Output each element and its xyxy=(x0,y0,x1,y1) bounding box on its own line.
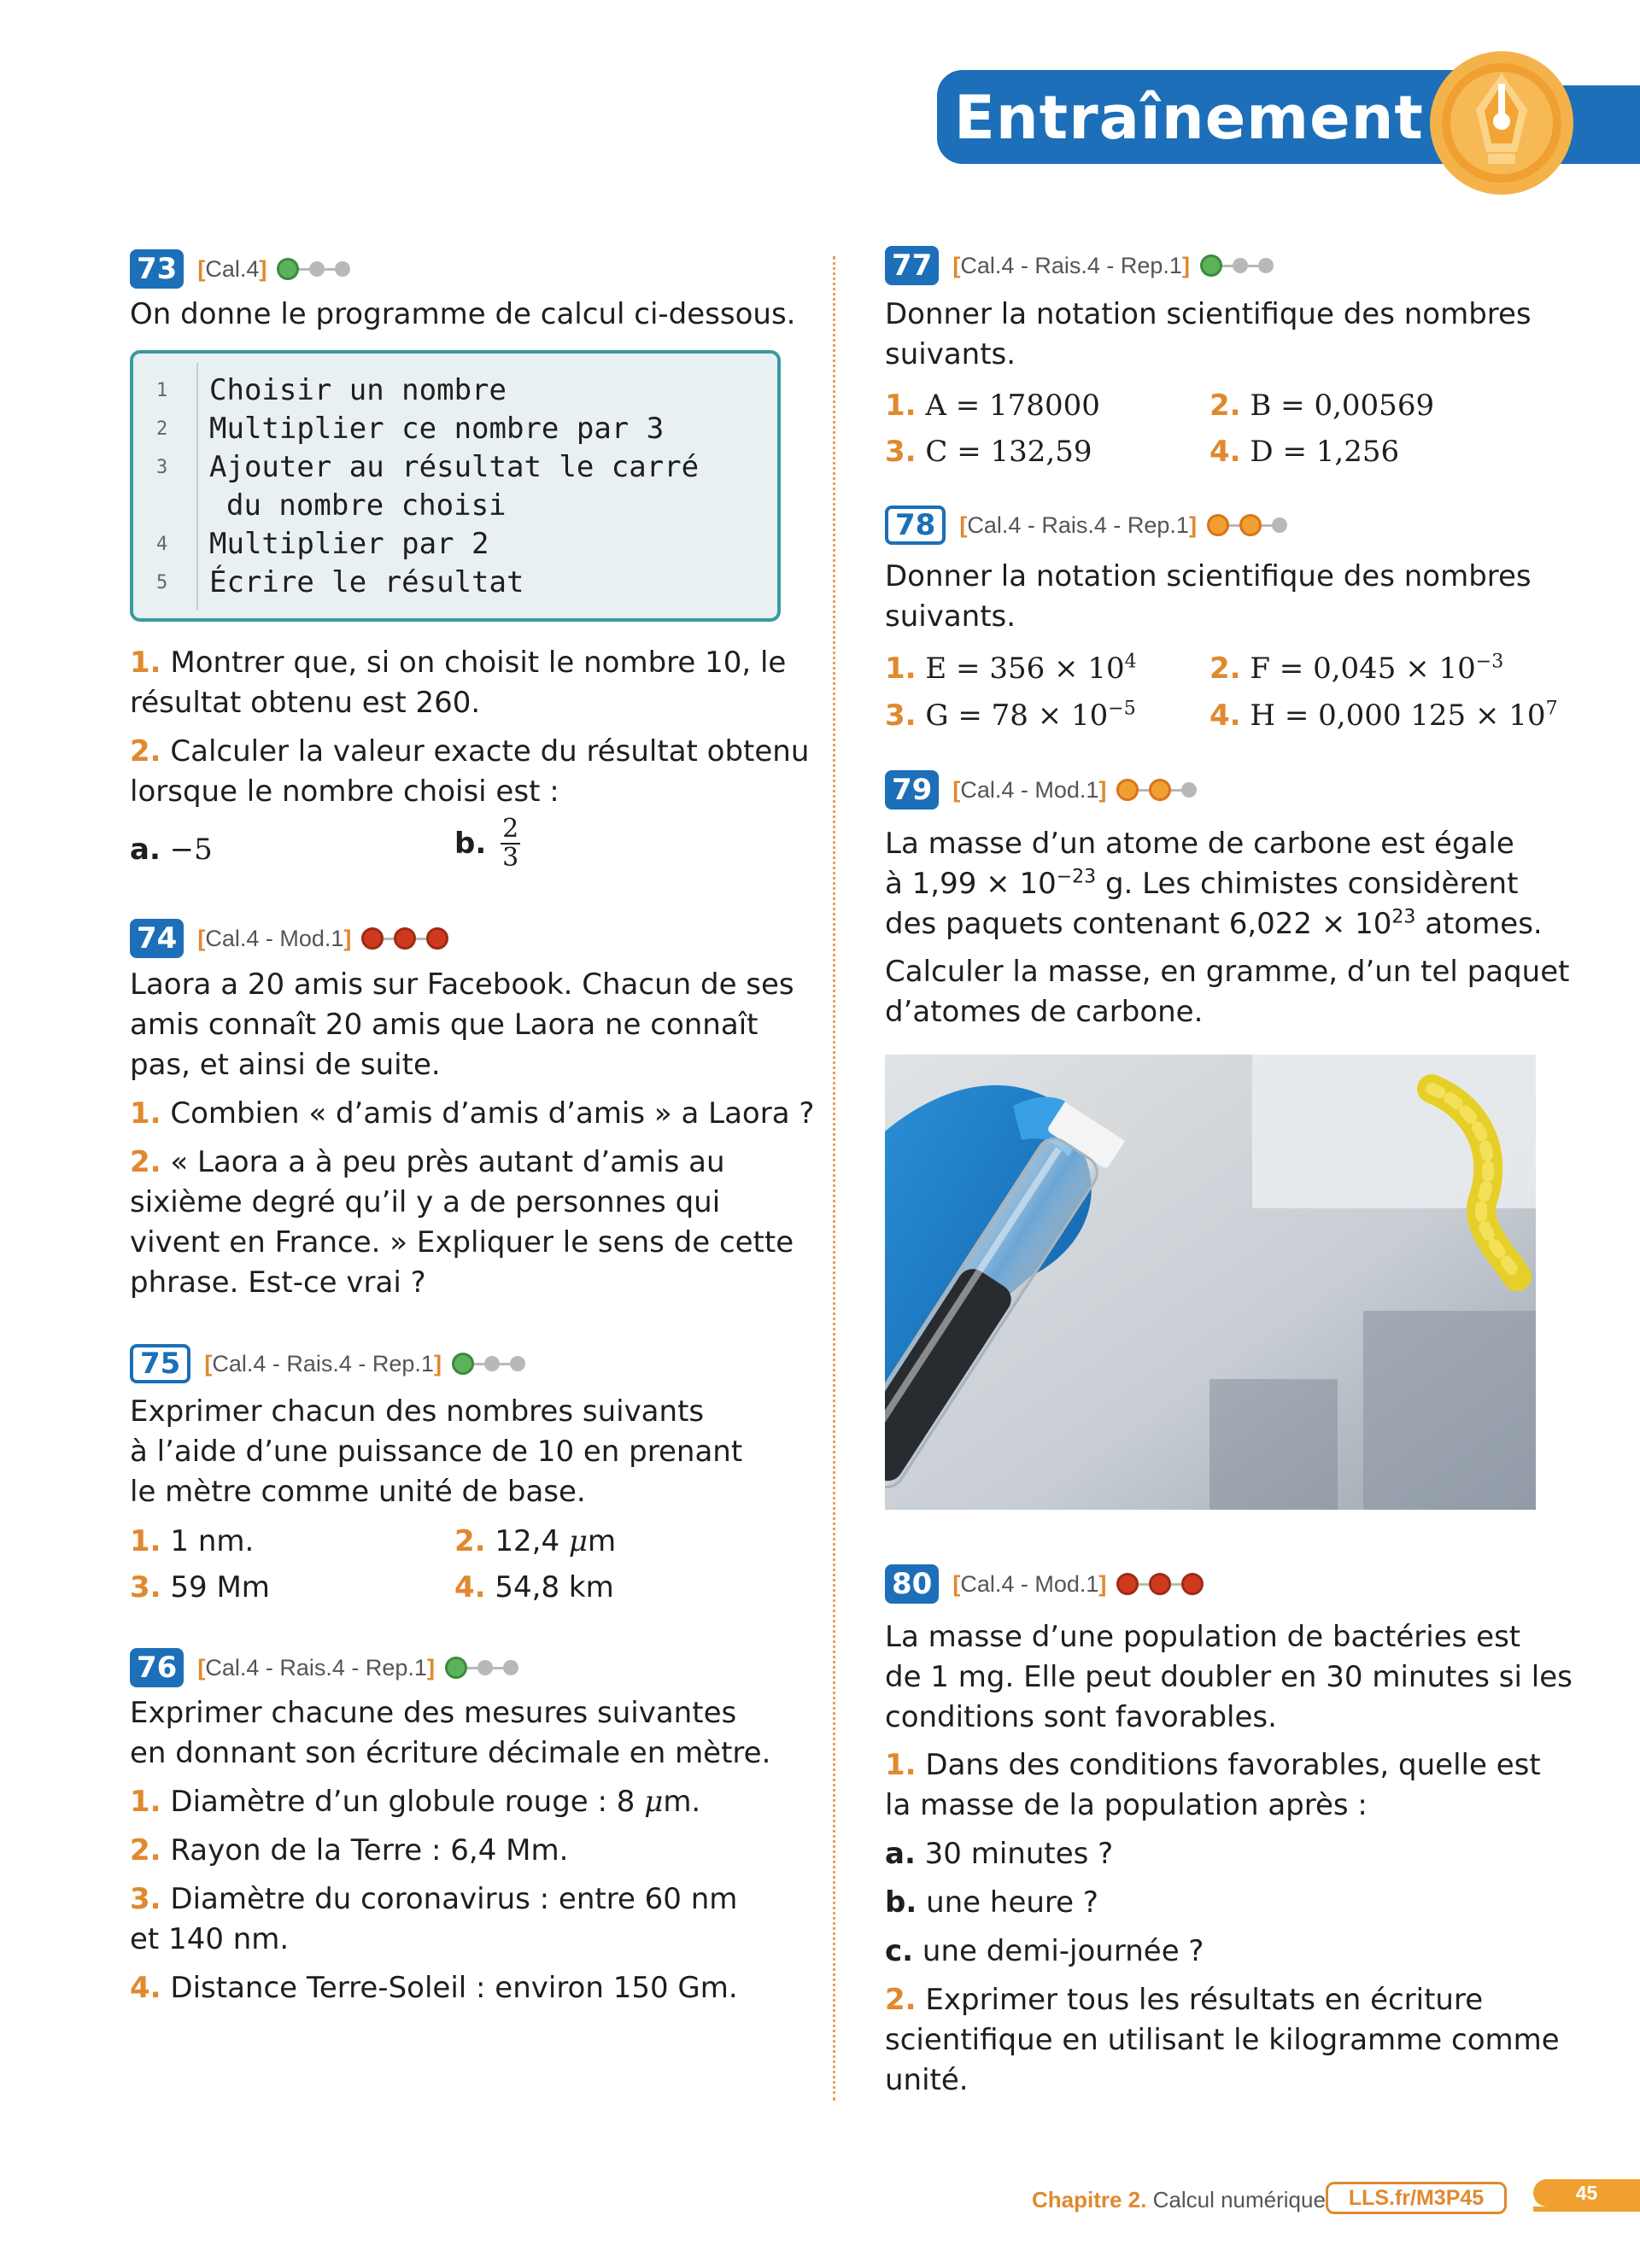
difficulty-dot-filled-icon xyxy=(1116,1573,1139,1595)
exercise-number: 75 xyxy=(130,1344,190,1383)
skill-tag: [Cal.4 - Mod.1] xyxy=(952,776,1107,803)
answer-a: a. −5 xyxy=(130,833,213,867)
question-2: 2. Exprimer tous les résultats en écriture xyxy=(885,1983,1484,2017)
item-2: 2. 12,4 μm xyxy=(454,1524,617,1558)
footer-link[interactable]: LLS.fr/M3P45 xyxy=(1326,2182,1507,2214)
exercise-74-text: Laora a 20 amis sur Facebook. Chacun de ses xyxy=(130,967,794,1002)
difficulty-dot-filled-icon xyxy=(1116,779,1139,801)
exercise-number: 73 xyxy=(130,249,184,289)
exercise-79-text: des paquets contenant $6,022 \times 10^{23}$ atomes. xyxy=(885,906,1543,941)
difficulty-dot-empty-icon xyxy=(335,261,350,277)
line-number: 3 xyxy=(156,457,168,478)
line-number: 1 xyxy=(156,380,168,401)
exercise-79-text: Calculer la masse, en gramme, d’un tel paquet xyxy=(885,955,1570,989)
answer-a: a. 30 minutes ? xyxy=(885,1837,1114,1871)
footer-chapter: Chapitre 2. Calcul numérique xyxy=(1032,2187,1326,2212)
page-number: 45 xyxy=(1533,2179,1640,2207)
item-3: 3. Diamètre du coronavirus : entre 60 nm xyxy=(130,1882,738,1916)
exercise-76-text: Exprimer chacune des mesures suivantes xyxy=(130,1696,737,1730)
item-1: 1. 1 nm. xyxy=(130,1524,255,1558)
exercise-78-header xyxy=(885,504,1287,547)
exercise-79-header xyxy=(885,769,1197,811)
exercise-77-text: Donner la notation scientifique des nombres xyxy=(885,297,1532,331)
difficulty-dot-empty-icon xyxy=(503,1660,518,1675)
exercise-76-header xyxy=(130,1646,518,1689)
difficulty-level xyxy=(452,1353,525,1375)
item-1: 1. $E = 356 \times 10^4$ xyxy=(885,651,1137,686)
difficulty-level xyxy=(1116,779,1197,801)
item-1: 1. Diamètre d’un globule rouge : 8 μm. xyxy=(130,1785,701,1819)
difficulty-level xyxy=(1116,1573,1204,1595)
question-1: 1. Combien « d’amis d’amis d’amis » a Laora ? xyxy=(130,1096,815,1131)
carbon-vial-photo xyxy=(885,1055,1536,1510)
question-2-cont: lorsque le nombre choisi est : xyxy=(130,775,559,809)
line-number: 5 xyxy=(156,572,168,593)
difficulty-dot-filled-icon xyxy=(1200,254,1222,277)
exercise-74-text: amis connaît 20 amis que Laora ne connaît xyxy=(130,1008,758,1042)
exercise-77-header xyxy=(885,244,1274,287)
difficulty-dot-empty-icon xyxy=(1181,782,1197,798)
difficulty-dot-empty-icon xyxy=(309,261,325,277)
question-2-cont: scientifique en utilisant le kilogramme comme xyxy=(885,2023,1560,2057)
item-4: 4. D = 1,256 xyxy=(1210,435,1400,469)
item-2: 2. B = 0,00569 xyxy=(1210,389,1435,423)
exercise-75-text: à l’aide d’une puissance de 10 en prenant xyxy=(130,1435,743,1469)
fraction: $\frac{2}{3}$ xyxy=(502,814,519,873)
item-4: 4. H = 0,000 $125 \times 10^7$ xyxy=(1210,698,1558,733)
skill-tag: [Cal.4 - Rais.4 - Rep.1] xyxy=(197,1654,435,1681)
difficulty-dot-filled-icon xyxy=(452,1353,474,1375)
code-gutter xyxy=(196,363,198,611)
difficulty-level xyxy=(1207,514,1287,536)
question-1: 1. Dans des conditions favorables, quelle est xyxy=(885,1748,1541,1782)
page-number-strip xyxy=(1533,2207,1640,2212)
code-line: Choisir un nombre xyxy=(209,373,507,407)
question-1-cont: la masse de la population après : xyxy=(885,1788,1368,1822)
item-3-cont: et 140 nm. xyxy=(130,1922,290,1956)
exercise-80-text: conditions sont favorables. xyxy=(885,1700,1277,1734)
item-1: 1. A = 178000 xyxy=(885,389,1100,423)
exercise-74-header xyxy=(130,917,448,960)
item-3: 3. 59 Mm xyxy=(130,1570,270,1605)
exercise-number: 80 xyxy=(885,1564,939,1604)
item-4: 4. 54,8 km xyxy=(454,1570,614,1605)
question-2: 2. « Laora a à peu près autant d’amis au xyxy=(130,1145,725,1179)
column-separator xyxy=(833,256,835,2101)
skill-tag: [Cal.4 - Rais.4 - Rep.1] xyxy=(959,511,1197,538)
skill-tag: [Cal.4 - Rais.4 - Rep.1] xyxy=(952,252,1190,278)
code-line: du nombre choisi xyxy=(226,488,507,523)
exercise-73-intro: On donne le programme de calcul ci-dessous. xyxy=(130,297,796,331)
exercise-80-text: La masse d’une population de bactéries est xyxy=(885,1620,1521,1654)
code-line: Écrire le résultat xyxy=(209,565,524,599)
question-2-cont: vivent en France. » Expliquer le sens de cette xyxy=(130,1225,794,1260)
difficulty-dot-filled-icon xyxy=(1207,514,1229,536)
item-3: 3. $G = 78 \times 10^{-5}$ xyxy=(885,698,1136,733)
code-line: Multiplier ce nombre par 3 xyxy=(209,412,665,446)
difficulty-level xyxy=(445,1657,518,1679)
difficulty-dot-empty-icon xyxy=(1233,258,1248,273)
question-2-cont: phrase. Est-ce vrai ? xyxy=(130,1266,426,1300)
difficulty-dot-filled-icon xyxy=(445,1657,467,1679)
line-number: 2 xyxy=(156,418,168,440)
pen-nib-medal-icon xyxy=(1428,50,1575,196)
answer-b: b. $\frac{2}{3}$ xyxy=(454,814,519,873)
exercise-75-header xyxy=(130,1342,525,1385)
answer-b: b. une heure ? xyxy=(885,1885,1098,1920)
code-line: Ajouter au résultat le carré xyxy=(209,450,700,484)
exercise-number: 77 xyxy=(885,246,939,285)
item-2: 2. Rayon de la Terre : 6,4 Mm. xyxy=(130,1833,569,1868)
answer-c: c. une demi-journée ? xyxy=(885,1934,1204,1968)
item-3: 3. C = 132,59 xyxy=(885,435,1092,469)
difficulty-dot-filled-icon xyxy=(1149,1573,1171,1595)
difficulty-dot-empty-icon xyxy=(510,1356,525,1371)
code-line: Multiplier par 2 xyxy=(209,527,489,561)
difficulty-dot-filled-icon xyxy=(1149,779,1171,801)
difficulty-dot-filled-icon xyxy=(361,927,384,950)
exercise-number: 76 xyxy=(130,1648,184,1687)
line-number: 4 xyxy=(156,534,168,555)
item-2: 2. $F = 0,045 \times 10^{-3}$ xyxy=(1210,651,1504,686)
difficulty-dot-filled-icon xyxy=(1181,1573,1204,1595)
exercise-78-text: Donner la notation scientifique des nombres xyxy=(885,559,1532,593)
difficulty-level xyxy=(361,927,448,950)
difficulty-level xyxy=(277,258,350,280)
difficulty-level xyxy=(1200,254,1274,277)
difficulty-dot-filled-icon xyxy=(1239,514,1262,536)
question-2: 2. Calculer la valeur exacte du résultat obtenu xyxy=(130,734,810,769)
exercise-79-text: à $1,99 \times 10^{-23}$ g. Les chimistes considèrent xyxy=(885,866,1519,901)
question-2-cont: sixième degré qu’il y a de personnes qui xyxy=(130,1185,721,1219)
exercise-number: 78 xyxy=(885,506,946,545)
exercise-78-text: suivants. xyxy=(885,599,1016,634)
exercise-74-text: pas, et ainsi de suite. xyxy=(130,1048,441,1082)
exercise-number: 74 xyxy=(130,919,184,958)
question-1-cont: résultat obtenu est 260. xyxy=(130,686,481,720)
exercise-80-text: de 1 mg. Elle peut doubler en 30 minutes si les xyxy=(885,1660,1573,1694)
difficulty-dot-empty-icon xyxy=(1272,517,1287,533)
page-title: Entraînement xyxy=(954,83,1424,153)
exercise-75-text: le mètre comme unité de base. xyxy=(130,1475,586,1509)
item-4: 4. Distance Terre-Soleil : environ 150 Gm. xyxy=(130,1971,738,2005)
exercise-77-text: suivants. xyxy=(885,337,1016,371)
skill-tag: [Cal.4 - Mod.1] xyxy=(197,925,352,951)
question-1: 1. Montrer que, si on choisit le nombre 10, le xyxy=(130,646,787,680)
difficulty-dot-empty-icon xyxy=(484,1356,500,1371)
exercise-79-text: d’atomes de carbone. xyxy=(885,995,1204,1029)
skill-tag: [Cal.4 - Mod.1] xyxy=(952,1570,1107,1597)
difficulty-dot-filled-icon xyxy=(394,927,416,950)
exercise-73-header xyxy=(130,248,350,290)
exercise-80-header xyxy=(885,1563,1204,1605)
exercise-76-text: en donnant son écriture décimale en mètre. xyxy=(130,1736,771,1770)
difficulty-dot-empty-icon xyxy=(1258,258,1274,273)
skill-tag: [Cal.4] xyxy=(197,255,267,282)
exercise-79-text: La masse d’un atome de carbone est égale xyxy=(885,827,1514,861)
difficulty-dot-filled-icon xyxy=(426,927,448,950)
exercise-75-text: Exprimer chacun des nombres suivants xyxy=(130,1394,705,1429)
exercise-number: 79 xyxy=(885,770,939,810)
difficulty-dot-filled-icon xyxy=(277,258,299,280)
question-2-cont: unité. xyxy=(885,2063,969,2097)
skill-tag: [Cal.4 - Rais.4 - Rep.1] xyxy=(204,1350,442,1377)
difficulty-dot-empty-icon xyxy=(477,1660,493,1675)
